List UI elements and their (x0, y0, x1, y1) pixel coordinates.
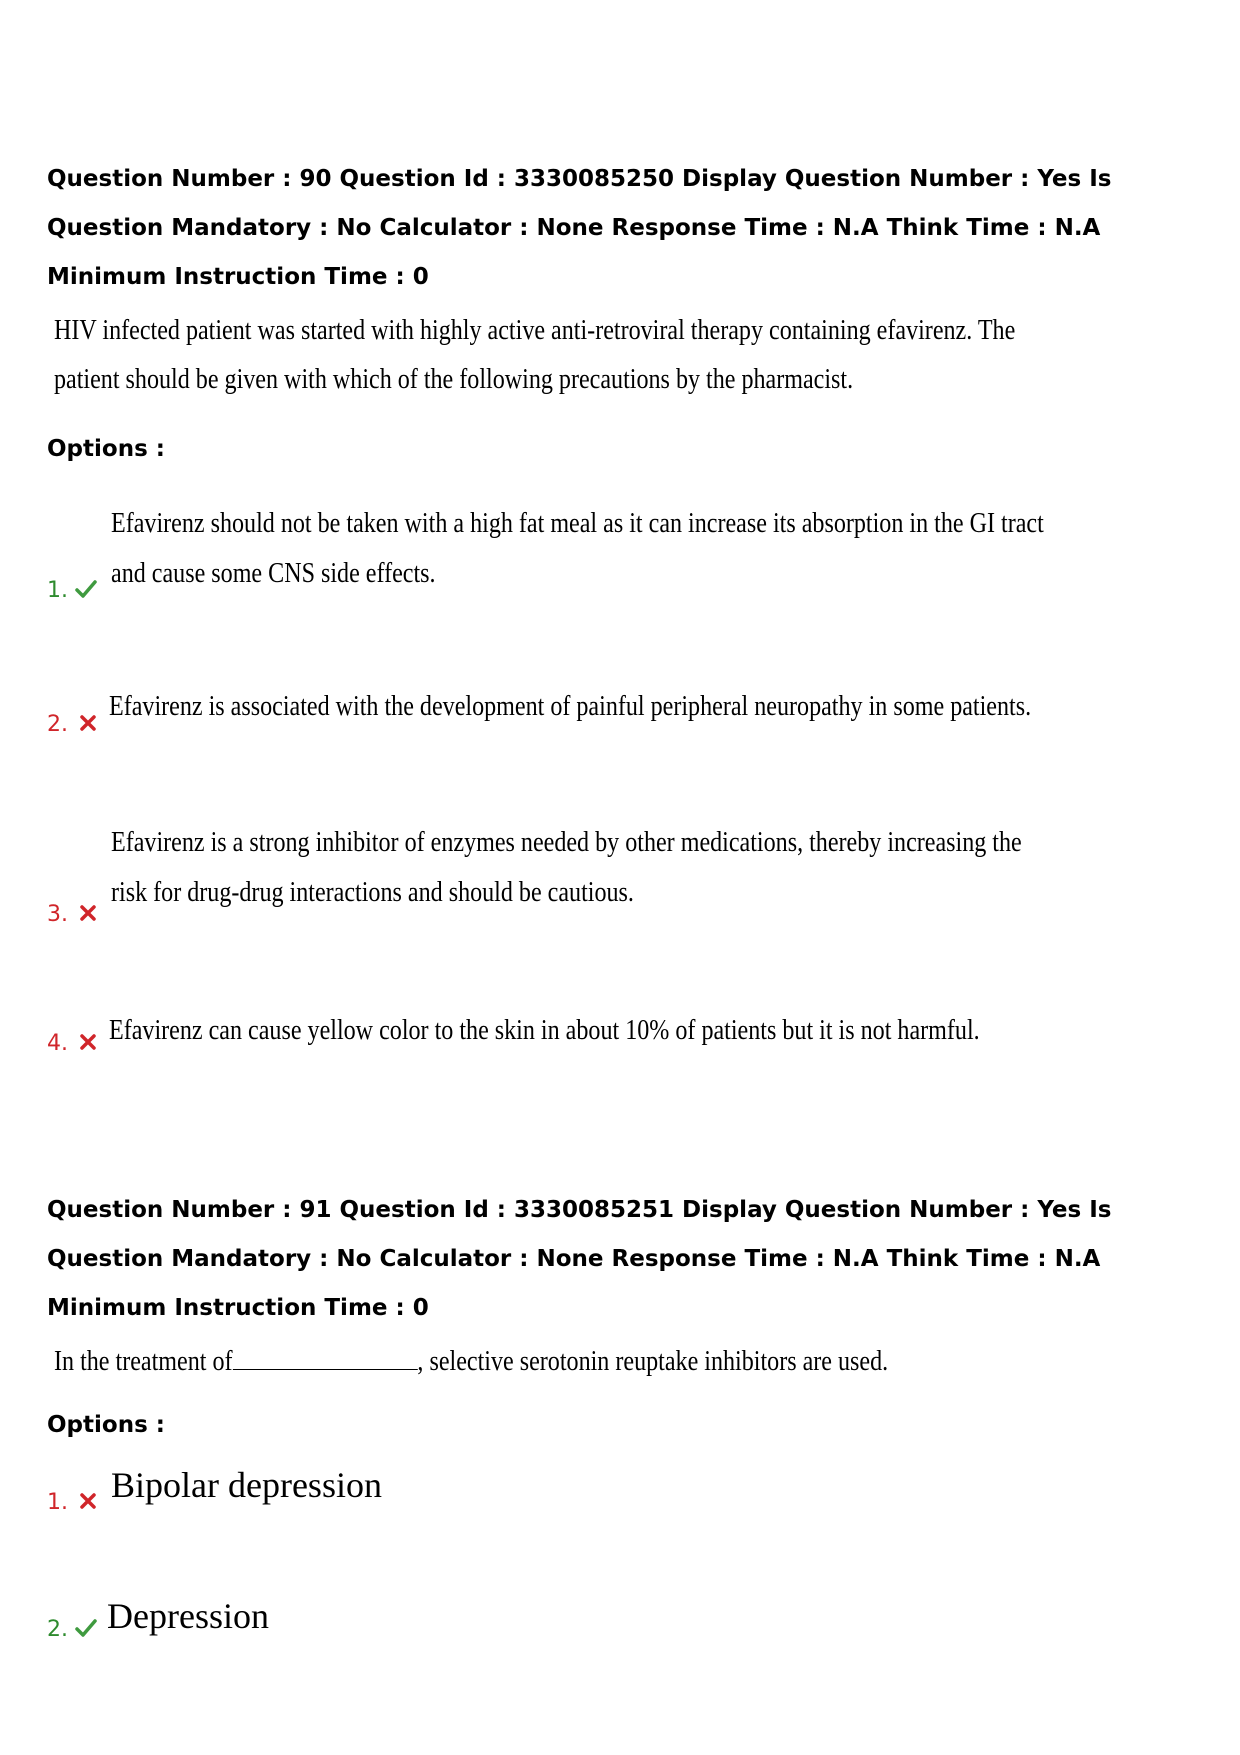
fill-in-blank (233, 1343, 418, 1370)
question-text-line: patient should be given with which of the following precautions by the pharmacist. (54, 364, 854, 395)
option-number: 4. (47, 1031, 68, 1056)
option-text-line: and cause some CNS side effects. (111, 558, 436, 589)
check-icon (75, 1617, 97, 1639)
option-number: 3. (47, 902, 68, 927)
question-text (54, 1337, 914, 1386)
option-text-line: Bipolar depression (111, 1465, 382, 1505)
cross-icon (77, 1031, 99, 1053)
option-number: 2. (47, 712, 68, 737)
cross-icon (77, 902, 99, 924)
option-text-line: Efavirenz is associated with the development of painful peripheral neuropathy in some patients. (109, 691, 1032, 722)
question-text-line: HIV infected patient was started with highly active anti-retroviral therapy containing efavirenz. The (54, 315, 1016, 346)
options-label: Options : (47, 436, 165, 462)
option-text-line: Efavirenz should not be taken with a high fat meal as it can increase its absorption in the GI tract (111, 508, 1044, 539)
option-number: 1. (47, 1490, 68, 1515)
option-text-line: risk for drug-drug interactions and should be cautious. (111, 877, 634, 908)
option-number: 2. (47, 1617, 68, 1642)
cross-icon (77, 1490, 99, 1512)
question-text-before: In the treatment of (54, 1346, 233, 1377)
option-text-line: Efavirenz can cause yellow color to the skin in about 10% of patients but it is not harmful. (109, 1015, 980, 1046)
option-text-line: Efavirenz is a strong inhibitor of enzymes needed by other medications, thereby increasing the (111, 827, 1022, 858)
question-text-after: , selective serotonin reuptake inhibitors are used. (417, 1346, 889, 1377)
option-text-line: Depression (107, 1596, 269, 1636)
options-label: Options : (47, 1412, 165, 1438)
question-meta: Question Number : 91 Question Id : 3330085251 Display Question Number : Yes Is Question Mandatory : No Calculator : None Response Time : N.A Think Time : N.A Minimum Instruction Time : 0 (47, 1197, 1112, 1321)
option-number: 1. (47, 578, 68, 603)
cross-icon (77, 712, 99, 734)
check-icon (75, 578, 97, 600)
question-meta: Question Number : 90 Question Id : 3330085250 Display Question Number : Yes Is Question Mandatory : No Calculator : None Response Time : N.A Think Time : N.A Minimum Instruction Time : 0 (47, 166, 1112, 290)
